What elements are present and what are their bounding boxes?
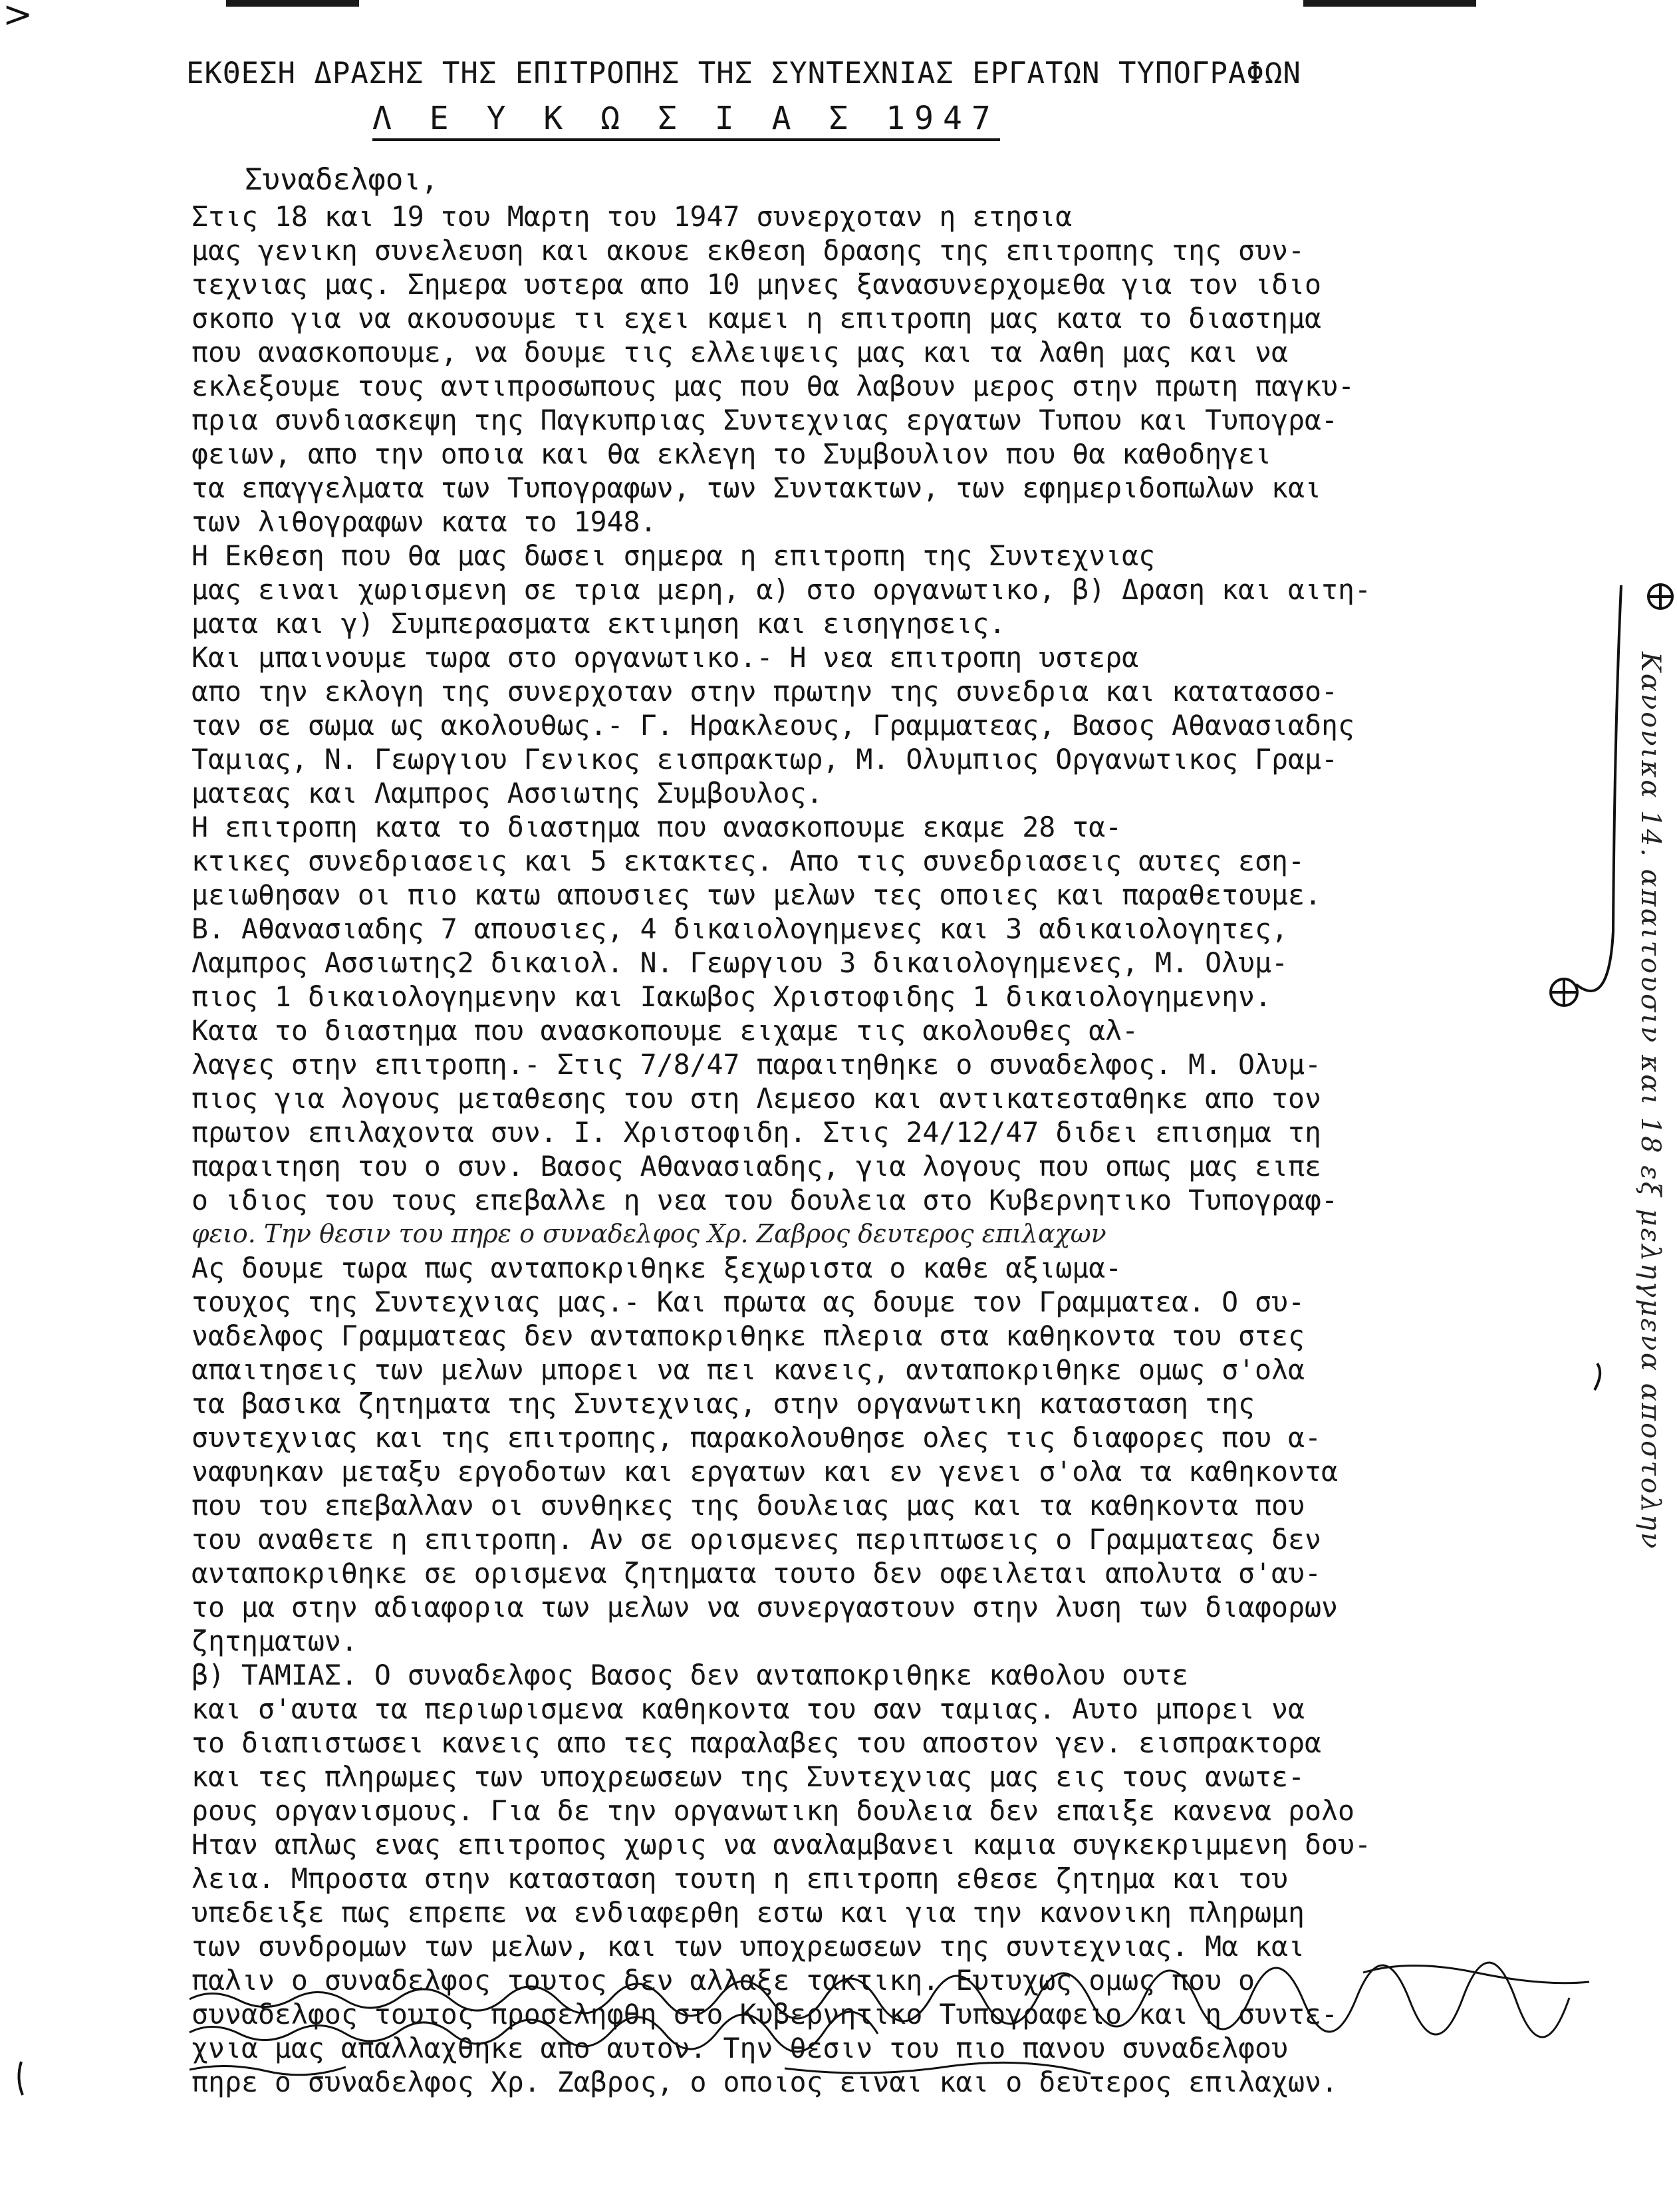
text-line: Λαμπρος Ασσιωτης2 δικαιολ. Ν. Γεωργιου 3 δικαιολογημενες, Μ. Ολυμ-: [192, 946, 1289, 979]
text-line: ματεας και Λαμπρος Ασσιωτης Συμβουλος.: [192, 777, 823, 809]
text-line: του αναθετε η επιτροπη. Αν σε ορισμενες περιπτωσεις ο Γραμματεας δεν: [192, 1523, 1321, 1556]
text-line: ταν σε σωμα ως ακολουθως.- Γ. Ηρακλεους, Γραμματεας, Βασος Αθανασιαδης: [192, 709, 1354, 742]
right-margin-mark: [1595, 1363, 1600, 1390]
text-line: μας ειναι χωρισμενη σε τρια μερη, α) στο οργανωτικο, β) Δραση και αιτη-: [192, 573, 1371, 606]
text-line: τουχος της Συντεχνιας μας.- Και πρωτα ας δουμε τον Γραμματεα. Ο συ-: [192, 1286, 1305, 1318]
text-line: ναδελφος Γραμματεας δεν ανταποκριθηκε πλερια στα καθηκοντα του στες: [192, 1319, 1305, 1352]
text-line: πιος 1 δικαιολογημενην και Ιακωβος Χριστοφιδης 1 δικαιολογημενην.: [192, 980, 1272, 1013]
text-line: ναφυηκαν μεταξυ εργοδοτων και εργατων και εν γενει σ'ολα τα καθηκοντα: [192, 1455, 1338, 1488]
text-line: σκοπο για να ακουσουμε τι εχει καμει η επιτροπη μας κατα το διαστημα: [192, 302, 1321, 335]
text-line: των λιθογραφων κατα το 1948.: [192, 505, 657, 538]
text-line: μειωθησαν οι πιο κατω απουσιες των μελων τες οποιες και παραθετουμε.: [192, 879, 1321, 911]
margin-note-text: Κανονικα 14. απαιτουσιν και 18 εξ μεληγμενα αποστολην: [1635, 652, 1666, 1551]
text-line: μας γενικη συνελευση και ακουε εκθεση δρασης της επιτροπης της συν-: [192, 234, 1305, 267]
text-line: ζητηματων.: [192, 1625, 358, 1657]
text-line: Ας δουμε τωρα πως ανταποκριθηκε ξεχωριστα ο καθε αξιωμα-: [192, 1252, 1122, 1284]
text-line: πηρε ο συναδελφος Χρ. Ζαβρος, ο οποιος ειναι και ο δευτερος επιλαχων.: [192, 2066, 1338, 2098]
text-line: το μα στην αδιαφορια των μελων να συνεργαστουν στην λυση των διαφορων: [192, 1591, 1338, 1623]
margin-bracket-line: [1576, 585, 1621, 991]
text-line: Ηταν απλως ενας επιτροπος χωρις να αναλαμβανει καμια συγκεκριμμενη δου-: [192, 1828, 1371, 1861]
underline-scribble: [785, 2062, 1091, 2074]
text-line: παλιν ο συναδελφος τουτος δεν αλλαξε τακτικη. Ευτυχως ομως που ο: [192, 1964, 1255, 1997]
text-line: β) ΤΑΜΙΑΣ. Ο συναδελφος Βασος δεν ανταποκριθηκε καθολου ουτε: [192, 1659, 1189, 1691]
text-line: υπεδειξε πως επρεπε να ενδιαφερθη εστω και για την κανονικη πληρωμη: [192, 1896, 1305, 1929]
text-line: τα βασικα ζητηματα της Συντεχνιας, στην οργανωτικη κατασταση της: [192, 1387, 1255, 1420]
text-line: τα επαγγελματα των Τυπογραφων, των Συντακτων, των εφημεριδοπωλων και: [192, 472, 1321, 504]
text-line: πρωτον επιλαχοντα συν. Ι. Χριστοφιδη. Στις 24/12/47 διδει επισημα τη: [192, 1116, 1321, 1149]
document-subtitle: Λ Ε Υ Κ Ω Σ Ι Α Σ 1947: [372, 100, 1000, 141]
text-line: συναδελφος τουτος προσεληφθη στο Κυβερνητικο Τυπογραφειο και η συντε-: [192, 1998, 1338, 2030]
margin-handwritten-note: [1632, 652, 1672, 2102]
corner-bracket-mark: >: [3, 0, 33, 35]
strike-scribble-4: [190, 2066, 346, 2074]
text-line: απαιτησεις των μελων μπορει να πει κανεις, ανταποκριθηκε ομως σ'ολα: [192, 1353, 1305, 1386]
salutation: Συναδελφοι,: [245, 163, 439, 197]
text-line: ανταποκριθηκε σε ορισμενα ζητηματα τουτο δεν οφειλεται απολυτα σ'αυ-: [192, 1557, 1321, 1590]
text-line: Κατα το διαστημα που ανασκοπουμε ειχαμε τις ακολουθες αλ-: [192, 1014, 1139, 1047]
text-line: παραιτηση του ο συν. Βασος Αθανασιαδης, για λογους που οπως μας ειπε: [192, 1150, 1321, 1182]
text-line: και σ'αυτα τα περιωρισμενα καθηκοντα του σαν ταμιας. Αυτο μπορει να: [192, 1693, 1305, 1725]
text-line: ο ιδιος του τους επεβαλλε η νεα του δουλεια στο Κυβερνητικο Τυπογραφ-: [192, 1184, 1338, 1216]
text-line: πρια συνδιασκεψη της Παγκυπριας Συντεχνιας εργατων Τυπου και Τυπογρα-: [192, 404, 1338, 436]
text-line: που του επεβαλλαν οι συνθηκες της δουλειας μας και τα καθηκοντα που: [192, 1489, 1305, 1522]
text-line: τεχνιας μας. Σημερα υστερα απο 10 μηνες ξανασυνερχομεθα για τον ιδιο: [192, 268, 1321, 301]
text-line: συντεχνιας και της επιτροπης, παρακολουθησε ολες τις διαφορες που α-: [192, 1421, 1321, 1454]
text-line: των συνδρομων των μελων, και των υποχρεωσεων της συντεχνιας. Μα και: [192, 1930, 1305, 1963]
text-line: χνια μας απαλλαχθηκε απο αυτον. Την θεσιν του πιο πανου συναδελφου: [192, 2032, 1289, 2064]
strike-scribble-1: [190, 1963, 1569, 2037]
text-line: το διαπιστωσει κανεις απο τες παραλαβες του αποστον γεν. εισπρακτορα: [192, 1727, 1321, 1759]
text-line: φειο. Την θεσιν του πηρε ο συναδελφος Χρ. Ζαβρος δευτερος επιλαχων: [192, 1219, 1106, 1248]
text-line: Β. Αθανασιαδης 7 απουσιες, 4 δικαιολογημενες και 3 αδικαιολογητες,: [192, 912, 1289, 945]
text-line: Η Εκθεση που θα μας δωσει σημερα η επιτροπη της Συντεχνιας: [192, 539, 1156, 572]
left-margin-mark: [19, 2062, 23, 2095]
text-line: ρους οργανισμους. Για δε την οργανωτικη δουλεια δεν επαιξε κανενα ρολο: [192, 1794, 1354, 1827]
text-line: ματα και γ) Συμπερασματα εκτιμηση και εισηγησεις.: [192, 607, 1006, 640]
text-line: Και μπαινουμε τωρα στο οργανωτικο.- Η νεα επιτροπη υστερα: [192, 641, 1139, 674]
text-line: φειων, απο την οποια και θα εκλεγη το Συμβουλιον που θα καθοδηγει: [192, 438, 1272, 470]
document-title: ΕΚΘΕΣΗ ΔΡΑΣΗΣ ΤΗΣ ΕΠΙΤΡΟΠΗΣ ΤΗΣ ΣΥΝΤΕΧΝΙΑΣ ΕΡΓΑΤΩΝ ΤΥΠΟΓΡΑΦΩΝ: [186, 57, 1301, 90]
text-line: Ταμιας, Ν. Γεωργιου Γενικος εισπρακτωρ, Μ. Ολυμπιος Οργανωτικος Γραμ-: [192, 743, 1338, 775]
text-line: εκλεξουμε τους αντιπροσωπους μας που θα λαβουν μερος στην πρωτη παγκυ-: [192, 370, 1354, 402]
text-line: πιος για λογους μεταθεσης του στη Λεμεσο και αντικατεσταθηκε απο τον: [192, 1082, 1321, 1115]
strike-scribble-2: [190, 2012, 878, 2052]
text-line: που ανασκοπουμε, να δουμε τις ελλειψεις μας και τα λαθη μας και να: [192, 336, 1289, 368]
text-line: κτικες συνεδριασεις και 5 εκτακτες. Απο τις συνεδριασεις αυτες εση-: [192, 845, 1305, 877]
text-line: λεια. Μπροστα στην κατασταση τουτη η επιτροπη εθεσε ζητημα και του: [192, 1862, 1289, 1895]
text-line: και τες πληρωμες των υποχρεωσεων της Συντεχνιας μας εις τους ανωτε-: [192, 1760, 1305, 1793]
text-line: Στις 18 και 19 του Μαρτη του 1947 συνερχοταν η ετησια: [192, 200, 1073, 233]
text-line: λαγες στην επιτροπη.- Στις 7/8/47 παραιτηθηκε ο συναδελφος. Μ. Ολυμ-: [192, 1048, 1321, 1081]
text-line: Η επιτροπη κατα το διαστημα που ανασκοπουμε εκαμε 28 τα-: [192, 811, 1122, 843]
text-line: απο την εκλογη της συνερχοταν στην πρωτην της συνεδρια και κατατασσο-: [192, 675, 1338, 708]
